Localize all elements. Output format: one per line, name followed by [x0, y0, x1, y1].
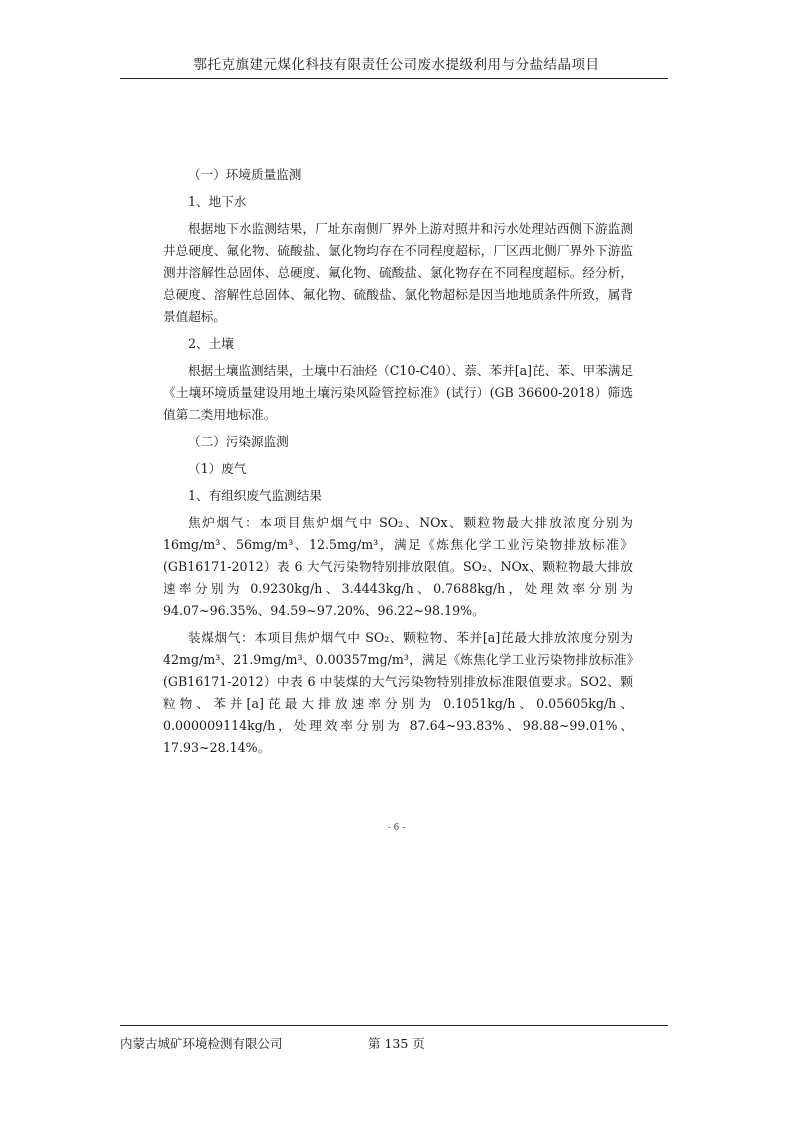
paragraph-coal-charging-flue-gas: 装煤烟气：本项目焦炉烟气中 SO₂、颗粒物、苯并[a]芘最大排放浓度分别为 42mg/m³、21.9mg/m³、0.00357mg/m³，满足《炼焦化学工业污染物排放标准》(GB16171-2012）中表 6 中装煤的大气污染物特别排放标准限值要求。SO2、颗粒物、苯并[a]芘最大排放速率分别为 0.1051kg/h、0.05605kg/h、0.000009114kg/h，处理效率分别为 87.64~93.83%、98.88~99.01%、17.93~28.14%。: [163, 630, 633, 755]
footer-company: 内蒙古城矿环境检测有限公司: [120, 1036, 283, 1051]
header-title: 鄂托克旗建元煤化科技有限责任公司废水提级利用与分盐结晶项目: [193, 57, 600, 73]
section-heading-environment-quality: （一）环境质量监测: [188, 167, 302, 182]
subheading-soil: 2、土壤: [188, 336, 234, 351]
inner-page-number: - 6 -: [387, 823, 406, 833]
subheading-groundwater: 1、地下水: [188, 194, 247, 209]
document-body: [163, 164, 633, 759]
paragraph-coke-oven-flue-gas: 焦炉烟气：本项目焦炉烟气中 SO₂、NOx、颗粒物最大排放浓度分别为 16mg/m³、56mg/m³、12.5mg/m³，满足《炼焦化学工业污染物排放标准》(GB16171-2012）表 6 大气污染物特别排放限值。SO₂、NOx、颗粒物最大排放速率分别为 0.9230kg/h、3.4443kg/h、0.7688kg/h，处理效率分别为 94.07~96.35%、94.59~97.20%、96.22~98.19%。: [163, 515, 633, 618]
paragraph-groundwater: 根据地下水监测结果，厂址东南侧厂界外上游对照井和污水处理站西侧下游监测井总硬度、氟化物、硫酸盐、氯化物均存在不同程度超标，厂区西北侧厂界外下游监测井溶解性总固体、总硬度、氟化物、硫酸盐、氯化物存在不同程度超标。经分析，总硬度、溶解性总固体、氟化物、硫酸盐、氯化物超标是因当地地质条件所致，属背景值超标。: [163, 221, 633, 324]
subheading-waste-gas: （1）废气: [188, 461, 247, 476]
subheading-organized-emission: 1、有组织废气监测结果: [188, 488, 322, 503]
footer-divider: [120, 1025, 668, 1026]
paragraph-soil: 根据土壤监测结果，土壤中石油烃（C10-C40）、萘、苯并[a]芘、苯、甲苯满足《土壤环境质量建设用地土壤污染风险管控标准》(试行）(GB 36600-2018）筛选值第二类用地标准。: [163, 363, 633, 422]
section-heading-pollution-source: （二）污染源监测: [188, 434, 289, 449]
header-divider: [120, 78, 668, 79]
footer-page-label: 第 135 页: [368, 1036, 425, 1051]
